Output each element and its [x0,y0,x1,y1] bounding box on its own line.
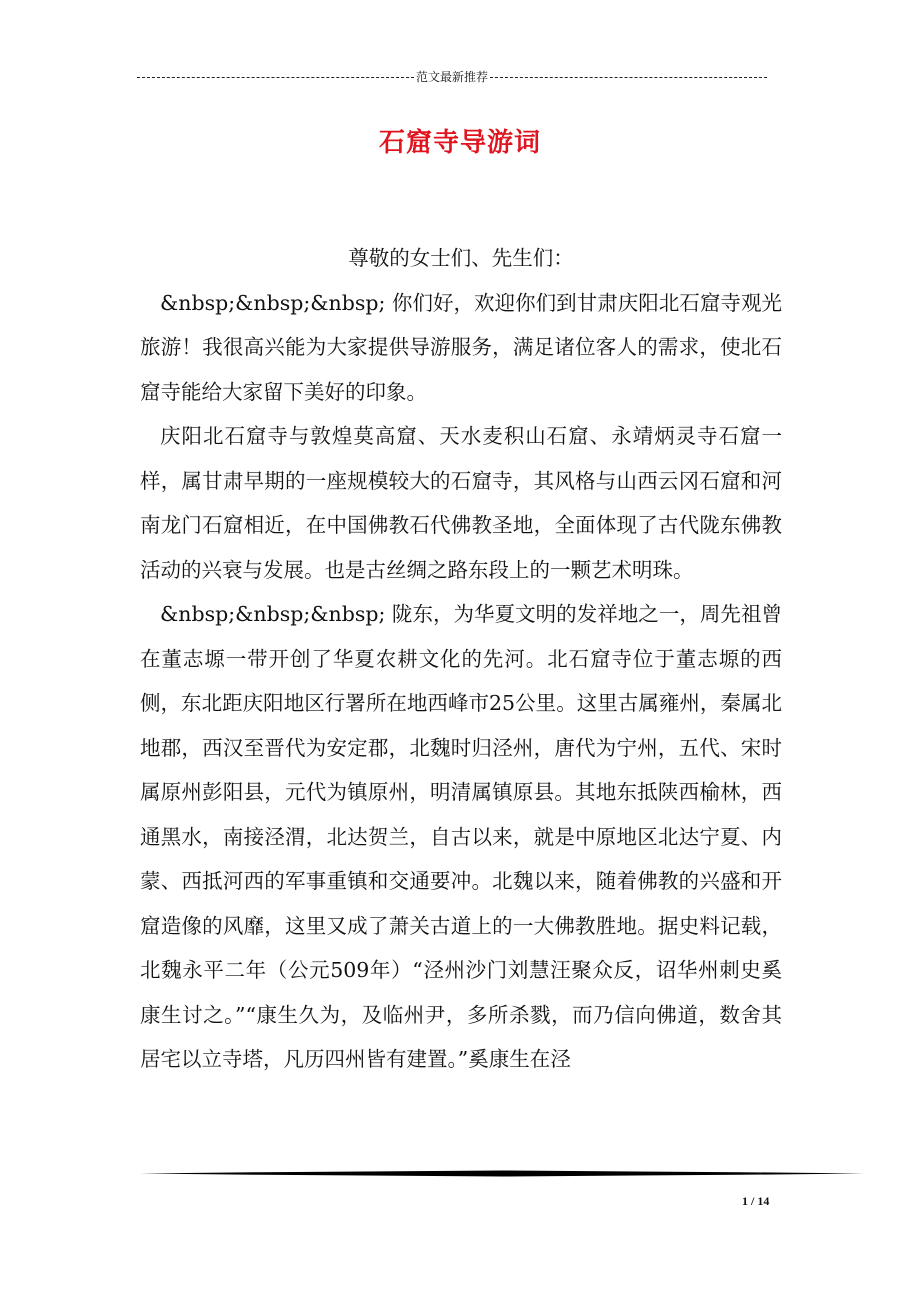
running-header [137,69,767,85]
paragraph-3: &nbsp;&nbsp;&nbsp; 陇东，为华夏文明的发祥地之一，周先祖曾在董志塬一带开创了华夏农耕文化的先河。北石窟寺位于董志塬的西侧，东北距庆阳地区行署所在地西峰市25公里。这里古属雍州，秦属北地郡，西汉至晋代为安定郡，北魏时归泾州，唐代为宁州，五代、宋时属原州彭阳县，元代为镇原州，明清属镇原县。其地东抵陕西榆林，西通黑水，南接泾渭，北达贺兰，自古以来，就是中原地区北达宁夏、内蒙、西抵河西的军事重镇和交通要冲。北魏以来，随着佛教的兴盛和开窟造像的风靡，这里又成了萧关古道上的一大佛教胜地。据史料记载，北魏永平二年（公元509年）“泾州沙门刘慧汪聚众反，诏华州刺史奚康生讨之。”“康生久为，及临州尹，多所杀戮，而乃信向佛道，数舍其居宅以立寺塔，凡历四州皆有建置。”奚康生在泾 [140,602,782,1071]
document-body [140,236,782,1082]
header-dashes-right [490,77,767,78]
header-dashes-left [137,77,414,78]
footer-rule [140,1170,865,1177]
paragraph-1: &nbsp;&nbsp;&nbsp; 你们好，欢迎你们到甘肃庆阳北石窟寺观光旅游！我很高兴能为大家提供导游服务，满足诸位客人的需求，使北石窟寺能给大家留下美好的印象。 [140,290,782,404]
document-title: 石窟寺导游词 [378,128,541,158]
header-label: 范文最新推荐 [416,70,489,84]
greeting-line: 尊敬的女士们、先生们： [348,246,574,270]
paragraph-2: 庆阳北石窟寺与敦煌莫高窟、天水麦积山石窟、永靖炳灵寺石窟一样，属甘肃早期的一座规模较大的石窟寺，其风格与山西云冈石窟和河南龙门石窟相近，在中国佛教石代佛教圣地，全面体现了古代陇东佛教活动的兴衰与发展。也是古丝绸之路东段上的一颗艺术明珠。 [140,424,782,582]
page-number: 1 / 14 [742,1194,770,1208]
